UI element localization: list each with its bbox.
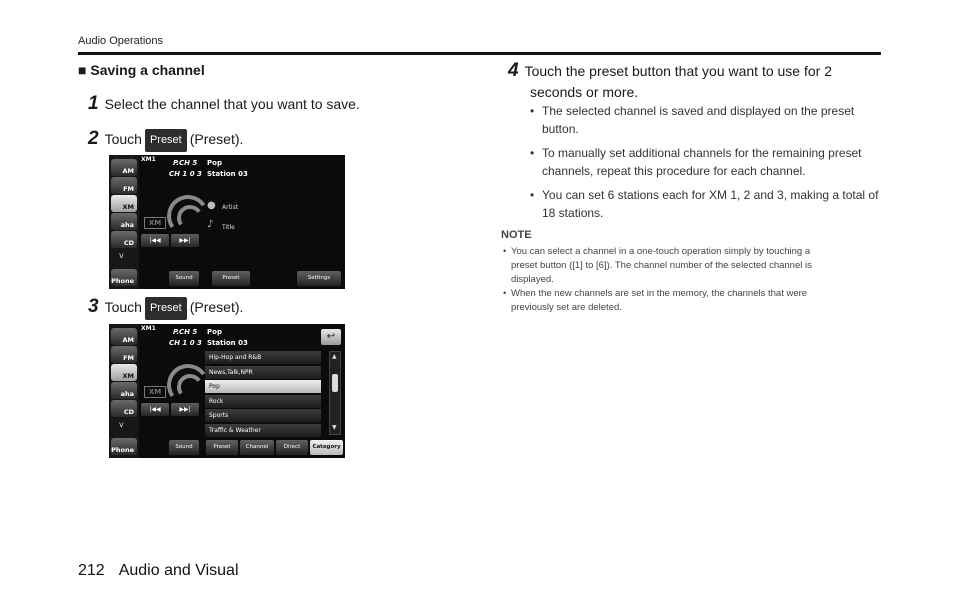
category-scrollbar[interactable]	[329, 351, 341, 435]
source-phone-button[interactable]: Phone	[111, 269, 137, 286]
category-item[interactable]: Pop	[205, 380, 321, 393]
preset-button[interactable]: Preset	[212, 271, 250, 286]
source-cd-button[interactable]: CD	[111, 231, 137, 248]
step-2	[88, 128, 243, 152]
note-line: preset button ([1] to [6]). The channel number of the selected channel is	[511, 260, 812, 271]
band-label: XM1	[141, 156, 156, 163]
running-header: Audio Operations	[78, 35, 163, 47]
xm-logo: XM	[144, 217, 166, 229]
artist-label: Artist	[222, 204, 239, 211]
step-4-bullets	[530, 102, 880, 228]
category-item[interactable]: Sports	[205, 409, 321, 422]
note-line: • When the new channels are set in the memory, the channels that were	[511, 288, 808, 299]
note-item	[503, 287, 873, 315]
step-number: 3	[88, 296, 99, 317]
prev-track-button[interactable]: |◀◀	[141, 403, 169, 416]
note-line: • You can select a channel in a one-touch operation simply by touching a	[511, 246, 811, 257]
step-text: Touch	[104, 131, 142, 147]
step-text: (Preset).	[189, 131, 244, 147]
note-line: previously set are deleted.	[511, 302, 622, 313]
bullet-line: channels, repeat this procedure for each channel.	[542, 164, 806, 178]
settings-button[interactable]: Settings	[297, 271, 341, 286]
source-phone-button[interactable]: Phone	[111, 438, 137, 455]
sound-button[interactable]: Sound	[169, 271, 199, 286]
chapter-title: Audio and Visual	[118, 562, 239, 579]
genre: Pop	[207, 159, 222, 167]
tab-direct[interactable]: Direct	[276, 440, 308, 455]
tab-category[interactable]: Category	[310, 440, 343, 455]
scroll-up-icon[interactable]: ▲	[332, 353, 337, 360]
category-item[interactable]: News,Talk,NPR	[205, 366, 321, 379]
xm-logo: XM	[144, 386, 166, 398]
section-title	[78, 62, 205, 78]
next-track-button[interactable]: ▶▶|	[171, 403, 199, 416]
step-3	[88, 296, 243, 320]
preset-channel-text: P.CH 5	[173, 159, 198, 167]
band-label: XM1	[141, 325, 156, 332]
bullet-line: • The selected channel is saved and displayed on the preset	[542, 104, 855, 118]
tab-channel[interactable]: Channel	[240, 440, 274, 455]
channel-number	[169, 169, 202, 179]
source-aha-button[interactable]: aha	[111, 382, 137, 399]
bullet-line: • To manually set additional channels for the remaining preset	[542, 146, 862, 160]
bullet-line: • You can set 6 stations each for XM 1, 2 and 3, making a total of	[542, 188, 879, 202]
bullet-line: button.	[542, 122, 579, 136]
source-fm-button[interactable]: FM	[111, 177, 137, 194]
sound-button[interactable]: Sound	[169, 440, 199, 455]
header-rule	[78, 52, 881, 55]
step-text: Touch the preset button that you want to use for 2	[524, 63, 832, 79]
note-list	[503, 245, 873, 315]
chevron-down-icon[interactable]: v	[119, 251, 124, 260]
category-item[interactable]: Rock	[205, 395, 321, 408]
artist-icon: ●	[207, 200, 216, 211]
preset-button-chip: Preset	[145, 297, 187, 320]
category-item[interactable]: Traffic & Weather	[205, 424, 321, 437]
preset-channel-text: P.CH 5	[173, 328, 198, 336]
source-aha-button[interactable]: aha	[111, 213, 137, 230]
station: Station 03	[207, 170, 248, 178]
device-screen-1	[109, 155, 345, 289]
step-4	[508, 60, 832, 103]
scroll-down-icon[interactable]: ▼	[332, 424, 337, 431]
station: Station 03	[207, 339, 248, 347]
step-1	[88, 93, 360, 115]
source-am-button[interactable]: AM	[111, 159, 137, 176]
back-arrow-icon[interactable]: ↩	[321, 329, 341, 345]
source-cd-button[interactable]: CD	[111, 400, 137, 417]
page-number: 212	[78, 562, 105, 579]
title-label: Title	[222, 224, 235, 231]
channel-number	[169, 338, 202, 348]
note-title: NOTE	[501, 229, 532, 241]
section-title-text: Saving a channel	[90, 62, 205, 78]
prev-track-button[interactable]: |◀◀	[141, 234, 169, 247]
square-bullet-icon: ■	[78, 62, 91, 78]
bullet-item	[530, 102, 880, 138]
preset-channel	[173, 327, 197, 337]
step-text: (Preset).	[189, 299, 244, 315]
bullet-item	[530, 186, 880, 222]
bullet-line: 18 stations.	[542, 206, 604, 220]
step-number: 1	[88, 93, 99, 114]
source-fm-button[interactable]: FM	[111, 346, 137, 363]
channel-number-text: CH 1 0 3	[169, 170, 202, 178]
bullet-item	[530, 144, 880, 180]
chevron-down-icon[interactable]: v	[119, 420, 124, 429]
page-footer	[78, 562, 239, 580]
genre: Pop	[207, 328, 222, 336]
step-text: Select the channel that you want to save.	[104, 96, 360, 112]
note-line: displayed.	[511, 274, 554, 285]
next-track-button[interactable]: ▶▶|	[171, 234, 199, 247]
category-item[interactable]: Hip-Hop and R&B	[205, 351, 321, 364]
source-xm-button[interactable]: XM	[111, 195, 137, 212]
channel-number-text: CH 1 0 3	[169, 339, 202, 347]
source-am-button[interactable]: AM	[111, 328, 137, 345]
step-number: 4	[508, 60, 519, 81]
source-xm-button[interactable]: XM	[111, 364, 137, 381]
step-text: seconds or more.	[530, 84, 639, 100]
preset-button-chip: Preset	[145, 129, 187, 152]
device-screen-2	[109, 324, 345, 458]
tab-preset[interactable]: Preset	[206, 440, 238, 455]
step-number: 2	[88, 128, 99, 149]
step-text: Touch	[104, 299, 142, 315]
music-note-icon: ♪	[207, 219, 214, 230]
scroll-thumb[interactable]	[332, 374, 338, 392]
category-list	[205, 351, 321, 438]
note-item	[503, 245, 873, 287]
preset-channel	[173, 158, 197, 168]
